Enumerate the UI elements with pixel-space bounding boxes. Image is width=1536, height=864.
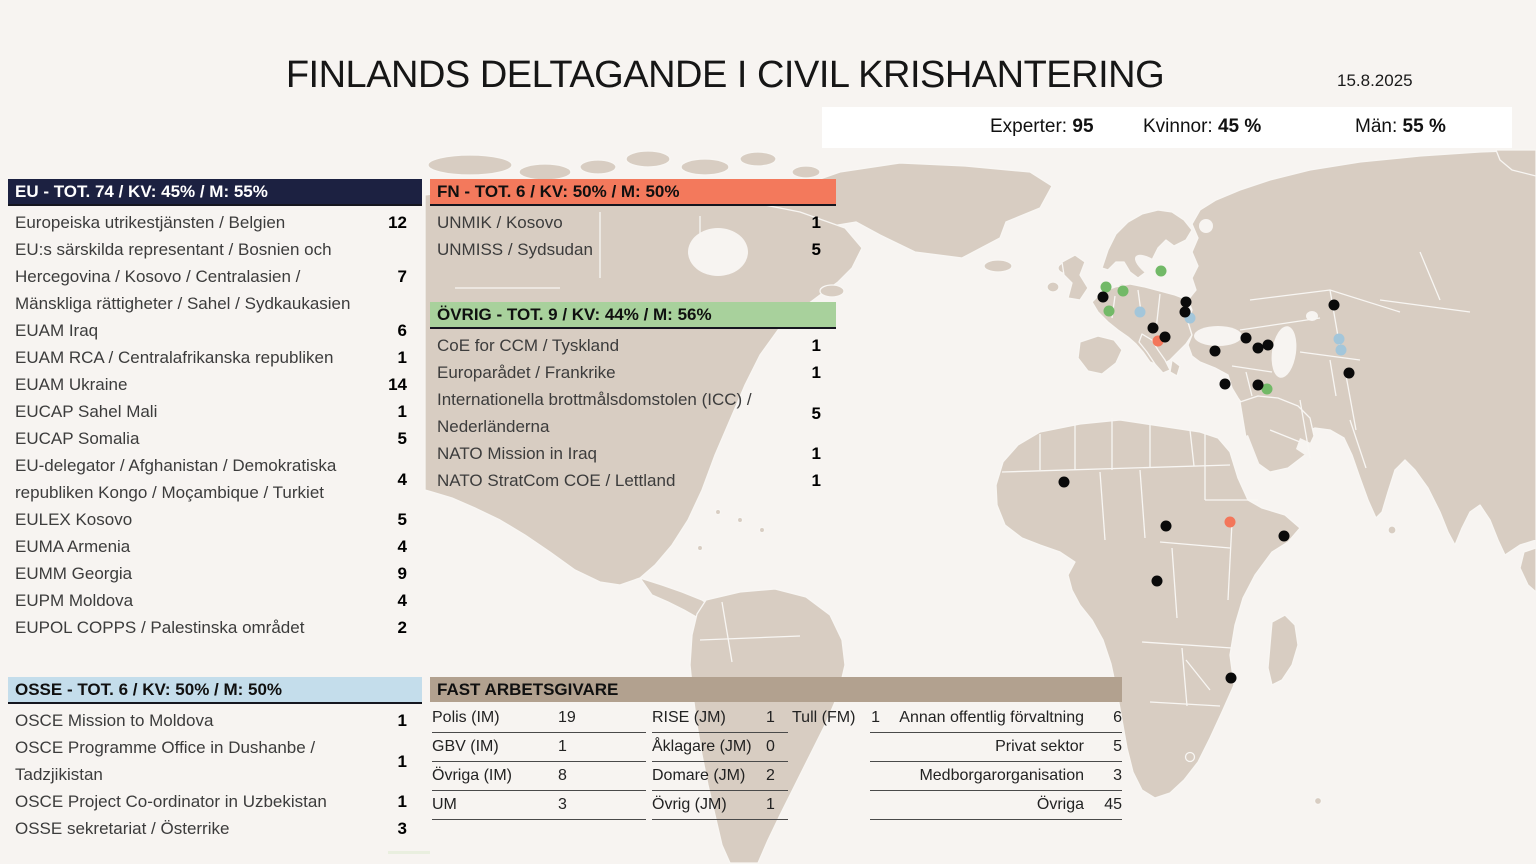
panel-eu-rows — [8, 206, 422, 641]
mission-label: UNMIK / Kosovo — [437, 213, 563, 232]
panel-ovrig-rows — [430, 329, 836, 494]
stat-men — [1355, 116, 1446, 138]
map-marker-eu — [1148, 323, 1159, 334]
employers-col-fm — [792, 704, 880, 732]
mission-count: 6 — [397, 321, 407, 340]
employer-row — [652, 762, 788, 791]
mission-row — [430, 236, 836, 263]
mission-count: 5 — [811, 240, 821, 259]
employer-row — [870, 762, 1122, 791]
mission-label: EU:s särskilda representant / Bosnien och Hercegovina / Kosovo / Centralasien / Mänskliga rättigheter / Sahel / Sydkaukasien — [15, 240, 351, 313]
map-marker-osse — [1334, 334, 1345, 345]
mission-row — [8, 452, 422, 506]
mission-label: UNMISS / Sydsudan — [437, 240, 593, 259]
employer-count: 1 — [766, 796, 775, 813]
mission-count: 4 — [397, 469, 407, 489]
mission-count: 7 — [397, 267, 407, 286]
mission-count: 14 — [388, 375, 407, 394]
map-marker-eu — [1098, 292, 1109, 303]
mission-row — [8, 815, 422, 842]
mission-count: 5 — [397, 510, 407, 529]
employer-row — [432, 704, 646, 733]
mission-label: EUPM Moldova — [15, 591, 134, 610]
employer-row — [432, 762, 646, 791]
mission-count: 5 — [397, 429, 407, 448]
mission-label: EUMA Armenia — [15, 537, 131, 556]
map-marker-eu — [1180, 307, 1191, 318]
map-marker-ovrig — [1156, 266, 1167, 277]
mission-row — [8, 398, 422, 425]
stat-women-label: Kvinnor: — [1143, 116, 1213, 137]
panel-osse-rows — [8, 704, 422, 842]
map-marker-osse — [1336, 345, 1347, 356]
panel-fn-header: FN - TOT. 6 / KV: 50% / M: 50% — [430, 179, 836, 206]
employer-row — [652, 791, 788, 820]
mission-count: 2 — [397, 618, 407, 637]
map-marker-eu — [1279, 531, 1290, 542]
map-marker-eu — [1152, 576, 1163, 587]
mission-count: 1 — [397, 348, 407, 367]
mission-label: NATO StratCom COE / Lettland — [437, 471, 676, 490]
mission-row — [8, 371, 422, 398]
panel-fn-rows — [430, 206, 836, 263]
map-marker-eu — [1329, 300, 1340, 311]
mission-count: 1 — [397, 402, 407, 421]
employer-count: 6 — [1113, 709, 1122, 726]
mission-count: 5 — [811, 403, 821, 423]
panel-eu — [8, 179, 422, 641]
employer-count: 8 — [558, 767, 567, 784]
panel-fn — [430, 179, 836, 263]
map-marker-eu — [1253, 343, 1264, 354]
mission-count: 1 — [811, 444, 821, 463]
employer-row — [652, 733, 788, 762]
map-marker-eu — [1344, 368, 1355, 379]
mission-label: EULEX Kosovo — [15, 510, 133, 529]
mission-count: 9 — [397, 564, 407, 583]
mission-label: EUAM Iraq — [15, 321, 99, 340]
employer-label: Medborgarorganisation — [919, 767, 1084, 784]
mission-label: OSCE Programme Office in Dushanbe / Tadzjikistan — [15, 738, 316, 784]
mission-label: EUCAP Somalia — [15, 429, 140, 448]
employer-label: GBV (IM) — [432, 738, 499, 755]
mission-row — [430, 386, 836, 440]
map-marker-eu — [1210, 346, 1221, 357]
mission-label: EUAM RCA / Centralafrikanska republiken — [15, 348, 334, 367]
mission-row — [8, 560, 422, 587]
stat-experts-label: Experter: — [990, 116, 1068, 137]
map-marker-eu — [1253, 380, 1264, 391]
employer-row — [870, 704, 1122, 733]
panel-osse — [8, 677, 422, 842]
employers-col-im — [432, 704, 646, 820]
mission-count: 1 — [811, 336, 821, 355]
mission-row — [430, 209, 836, 236]
map-marker-eu — [1263, 340, 1274, 351]
faint-artifact-line — [388, 851, 430, 854]
mission-row — [430, 467, 836, 494]
mission-row — [8, 425, 422, 452]
employer-count: 3 — [1113, 767, 1122, 784]
mission-row — [430, 359, 836, 386]
page-title: FINLANDS DELTAGANDE I CIVIL KRISHANTERING — [285, 54, 1165, 96]
mission-count: 12 — [388, 213, 407, 232]
mission-label: OSCE Mission to Moldova — [15, 711, 214, 730]
mission-row — [430, 332, 836, 359]
stat-men-value: 55 % — [1402, 116, 1446, 137]
employer-label: Privat sektor — [995, 738, 1084, 755]
mission-count: 4 — [397, 591, 407, 610]
employer-row — [870, 791, 1122, 820]
employer-label: Övrig (JM) — [652, 796, 727, 813]
mission-row — [8, 209, 422, 236]
mission-label: EU-delegator / Afghanistan / Demokratiska republiken Kongo / Moçambique / Turkiet — [15, 456, 337, 502]
map-marker-eu — [1059, 477, 1070, 488]
employer-label: Polis (IM) — [432, 709, 500, 726]
mission-row — [8, 344, 422, 371]
map-marker-ovrig — [1104, 306, 1115, 317]
map-marker-fn — [1225, 517, 1236, 528]
employer-count: 3 — [558, 796, 567, 813]
mission-count: 4 — [397, 537, 407, 556]
employers-col-other — [870, 704, 1122, 820]
map-marker-eu — [1160, 332, 1171, 343]
employer-count: 1 — [766, 709, 775, 726]
mission-count: 1 — [397, 751, 407, 771]
report-date: 15.8.2025 — [1337, 71, 1413, 90]
employers-table — [430, 702, 1122, 820]
mission-count: 1 — [811, 213, 821, 232]
mission-count: 1 — [811, 471, 821, 490]
map-marker-osse — [1135, 307, 1146, 318]
mission-label: OSSE sekretariat / Österrike — [15, 819, 230, 838]
map-marker-eu — [1161, 521, 1172, 532]
map-marker-eu — [1181, 297, 1192, 308]
employer-label: Tull (FM) — [792, 709, 856, 726]
employer-count: 0 — [766, 738, 775, 755]
mission-count: 1 — [397, 711, 407, 730]
employer-row — [652, 704, 788, 733]
stat-women — [1143, 116, 1261, 138]
mission-row — [8, 587, 422, 614]
employer-label: UM — [432, 796, 457, 813]
mission-row — [8, 236, 422, 317]
employer-count: 19 — [558, 709, 576, 726]
mission-row — [8, 317, 422, 344]
map-marker-eu — [1241, 333, 1252, 344]
mission-label: EUAM Ukraine — [15, 375, 128, 394]
employer-count: 5 — [1113, 738, 1122, 755]
employer-count: 1 — [871, 709, 880, 726]
mission-row — [8, 788, 422, 815]
map-marker-ovrig — [1101, 282, 1112, 293]
employer-count: 1 — [558, 738, 567, 755]
employers-col-jm — [652, 704, 788, 820]
stat-men-label: Män: — [1355, 116, 1398, 137]
mission-count: 1 — [397, 792, 407, 811]
mission-label: NATO Mission in Iraq — [437, 444, 597, 463]
employer-label: Domare (JM) — [652, 767, 746, 784]
mission-label: Europarådet / Frankrike — [437, 363, 616, 382]
mission-label: CoE for CCM / Tyskland — [437, 336, 620, 355]
panel-employers — [430, 677, 1122, 823]
map-marker-eu — [1226, 673, 1237, 684]
mission-label: EUCAP Sahel Mali — [15, 402, 158, 421]
mission-row — [8, 533, 422, 560]
mission-row — [8, 614, 422, 641]
panel-eu-header: EU - TOT. 74 / KV: 45% / M: 55% — [8, 179, 422, 206]
panel-ovrig — [430, 302, 836, 494]
stat-experts-value: 95 — [1072, 116, 1094, 137]
mission-row — [8, 506, 422, 533]
mission-count: 3 — [397, 819, 407, 838]
stat-women-value: 45 % — [1217, 116, 1262, 137]
employer-label: Åklagare (JM) — [652, 738, 752, 755]
employer-label: Annan offentlig förvaltning — [899, 709, 1084, 726]
mission-label: EUPOL COPPS / Palestinska området — [15, 618, 305, 637]
map-marker-eu — [1220, 379, 1231, 390]
panel-osse-header: OSSE - TOT. 6 / KV: 50% / M: 50% — [8, 677, 422, 704]
mission-row — [8, 734, 422, 788]
mission-label: EUMM Georgia — [15, 564, 133, 583]
mission-count: 1 — [811, 363, 821, 382]
stat-experts — [990, 116, 1094, 138]
employer-row — [792, 704, 880, 732]
mission-row — [430, 440, 836, 467]
employer-row — [870, 733, 1122, 762]
mission-row — [8, 707, 422, 734]
map-marker-ovrig — [1118, 286, 1129, 297]
employer-count: 45 — [1104, 796, 1122, 813]
employer-label: Övriga (IM) — [432, 767, 512, 784]
employer-row — [432, 791, 646, 820]
panel-ovrig-header: ÖVRIG - TOT. 9 / KV: 44% / M: 56% — [430, 302, 836, 329]
employer-label: RISE (JM) — [652, 709, 726, 726]
mission-label: OSCE Project Co-ordinator in Uzbekistan — [15, 792, 327, 811]
panel-employers-header: FAST ARBETSGIVARE — [430, 677, 1122, 702]
mission-label: Europeiska utrikestjänsten / Belgien — [15, 213, 286, 232]
employer-row — [432, 733, 646, 762]
employer-count: 2 — [766, 767, 775, 784]
employer-label: Övriga — [1036, 796, 1084, 813]
mission-label: Internationella brottmålsdomstolen (ICC) / Nederländerna — [437, 390, 752, 436]
